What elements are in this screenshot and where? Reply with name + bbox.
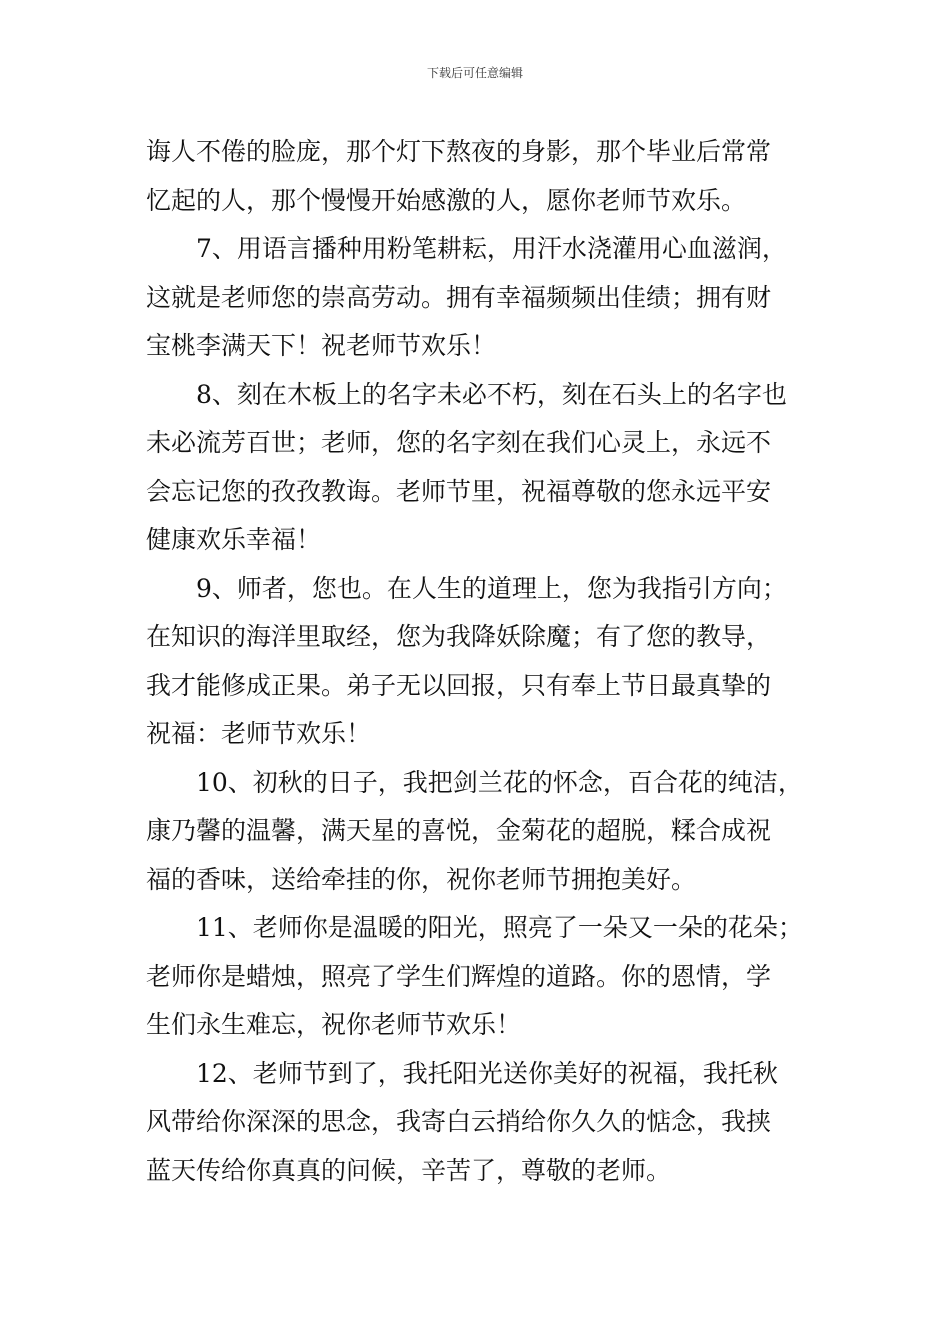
text-line: 宝桃李满天下！祝老师节欢乐！ <box>146 331 497 360</box>
text-line: 我才能修成正果。弟子无以回报，只有奉上节日最真挚的 <box>146 670 772 700</box>
paragraph-12-start: 12、老师节到了，我托阳光送你美好的祝福，我托秋 <box>196 1058 778 1088</box>
text-line: 在知识的海洋里取经，您为我降妖除魔；有了您的教导， <box>146 622 772 651</box>
paragraph-7-start: 7、用语言播种用粉笔耕耘，用汗水浇灌用心血滋润， <box>196 234 787 263</box>
text-line: 健康欢乐幸福！ <box>146 525 322 554</box>
page-header: 下载后可任意编辑 <box>426 66 523 80</box>
text-line: 康乃馨的温馨，满天星的喜悦，金菊花的超脱，糅合成祝 <box>146 816 772 845</box>
paragraph-11-start: 11、老师你是温暖的阳光，照亮了一朵又一朵的花朵； <box>196 913 803 942</box>
paragraph-10-start: 10、初秋的日子，我把剑兰花的怀念，百合花的纯洁， <box>196 767 803 797</box>
text-line: 蓝天传给你真真的问候，辛苦了，尊敬的老师。 <box>146 1155 672 1185</box>
text-line: 老师你是蜡烛，照亮了学生们辉煌的道路。你的恩情，学 <box>146 961 772 991</box>
text-line: 祝福：老师节欢乐！ <box>146 719 372 748</box>
text-line: 福的香味，送给牵挂的你，祝你老师节拥抱美好。 <box>146 864 697 894</box>
text-line: 生们永生难忘，祝你老师节欢乐！ <box>146 1010 522 1039</box>
paragraph-8-start: 8、刻在木板上的名字未必不朽，刻在石头上的名字也 <box>196 379 787 409</box>
text-line: 未必流芳百世；老师，您的名字刻在我们心灵上，永远不 <box>146 428 772 457</box>
document-body <box>146 128 826 1195</box>
text-line: 这就是老师您的崇高劳动。拥有幸福频频出佳绩；拥有财 <box>146 282 772 312</box>
text-line: 诲人不倦的脸庞，那个灯下熬夜的身影，那个毕业后常常 <box>146 137 772 166</box>
paragraph-9-start: 9、师者，您也。在人生的道理上，您为我指引方向； <box>196 573 787 603</box>
text-line: 忆起的人，那个慢慢开始感激的人，愿你老师节欢乐。 <box>146 185 747 215</box>
text-line: 会忘记您的孜孜教诲。老师节里，祝福尊敬的您永远平安 <box>146 476 772 506</box>
text-line: 风带给你深深的思念，我寄白云捎给你久久的惦念，我挟 <box>146 1107 772 1136</box>
